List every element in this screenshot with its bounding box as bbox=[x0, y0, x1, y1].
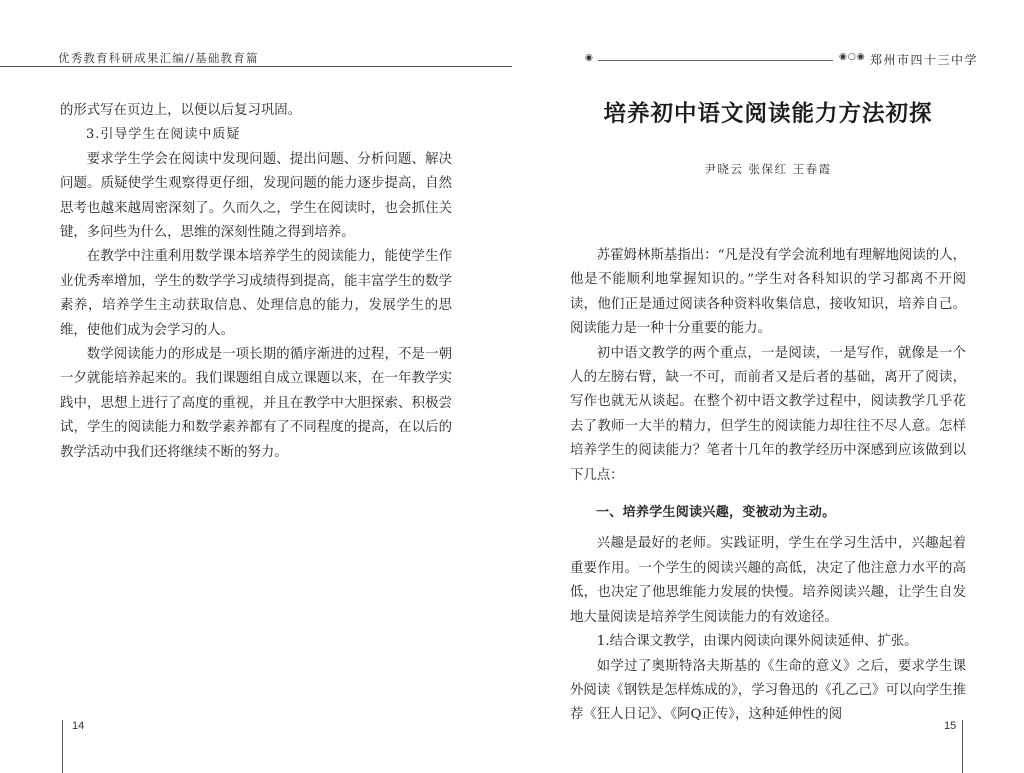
left-paragraph-4: 数学阅读能力的形成是一项长期的循序渐进的过程，不是一朝一夕就能培养起来的。我们课题组自成立课题以来，在一年教学实践中，思想上进行了高度的重视，并且在教学中大胆探索、积极尝试，学生的阅读能力和数学素养都有了不同程度的提高，在以后的教学活动中我们还将继续不断的努力。 bbox=[60, 347, 452, 460]
right-paragraph-4: 1.结合课文教学，由课内阅读向课外阅读延伸、扩张。 bbox=[596, 634, 918, 650]
right-running-header: 郑州市四十三中学 bbox=[870, 53, 979, 67]
right-paragraph-2: 初中语文教学的两个重点，一是阅读，一是写作，就像是一个人的左膀右臂，缺一不可，而前者又是后者的基础，离开了阅读，写作也就无从谈起。在整个初中语文教学过程中，阅读教学几乎花去了教师一大半的精力，但学生的阅读能力却往往不尽人意。怎样培养学生的阅读能力？笔者十几年的教学经历中深感到应该做到以下几点： bbox=[570, 345, 966, 483]
left-paragraph-3: 在教学中注重利用数学课本培养学生的阅读能力，能使学生作业优秀率增加，学生的数学学习成绩得到提高，能丰富学生的数学素养，培养学生主动获取信息、处理信息的能力，发展学生的思维，使他们成为会学习的人。 bbox=[60, 249, 452, 338]
article-authors: 尹晓云 张保红 王春霞 bbox=[704, 162, 832, 176]
right-footer-rule bbox=[962, 720, 963, 773]
left-paragraph-2: 要求学生学会在阅读中发现问题、提出问题、分析问题、解决问题。质疑使学生观察得更仔细，发现问题的能力逐步提高，自然思考也越来越周密深刻了。久而久之，学生在阅读时，也会抓住关键，多问些为什么，思维的深刻性随之得到培养。 bbox=[60, 151, 452, 241]
left-footer-rule bbox=[62, 720, 63, 773]
right-page-number: 15 bbox=[944, 720, 957, 732]
header-ornament-icon: ◉○◉ bbox=[839, 52, 866, 62]
right-page-body bbox=[570, 244, 966, 728]
header-dot-icon: ◉ bbox=[585, 53, 593, 63]
section-heading: 一、培养学生阅读兴趣，变被动为主动。 bbox=[596, 505, 836, 521]
left-subheading: 3.引导学生在阅读中质疑 bbox=[86, 127, 241, 143]
left-paragraph-1: 的形式写在页边上，以便以后复习巩固。 bbox=[60, 103, 302, 118]
right-paragraph-3: 兴趣是最好的老师。实践证明，学生在学习生活中，兴趣起着重要作用。一个学生的阅读兴趣的高低，决定了他注意力水平的高低，也决定了他思维能力发展的快慢。培养阅读兴趣，让学生自发地大量阅读是培养学生阅读能力的有效途径。 bbox=[570, 536, 966, 625]
article-title: 培养初中语文阅读能力方法初探 bbox=[603, 101, 933, 127]
right-header-rule bbox=[598, 60, 833, 61]
left-page-number: 14 bbox=[72, 720, 85, 732]
left-header-rule bbox=[0, 66, 512, 67]
right-paragraph-5: 如学过了奥斯特洛夫斯基的《生命的意义》之后，要求学生课外阅读《钢铁是怎样炼成的》，学习鲁迅的《孔乙己》可以向学生推荐《狂人日记》、《阿Q正传》，这种延伸性的阅 bbox=[570, 658, 966, 723]
left-page-body bbox=[60, 99, 452, 465]
right-paragraph-1: 苏霍姆林斯基指出：“凡是没有学会流利地有理解地阅读的人，他是不能顺利地掌握知识的。”学生对各科知识的学习都离不开阅读，他们正是通过阅读各种资料收集信息，接收知识，培养自己。阅读能力是一种十分重要的能力。 bbox=[570, 248, 966, 337]
left-running-header: 优秀教育科研成果汇编//基础教育篇 bbox=[58, 51, 259, 65]
